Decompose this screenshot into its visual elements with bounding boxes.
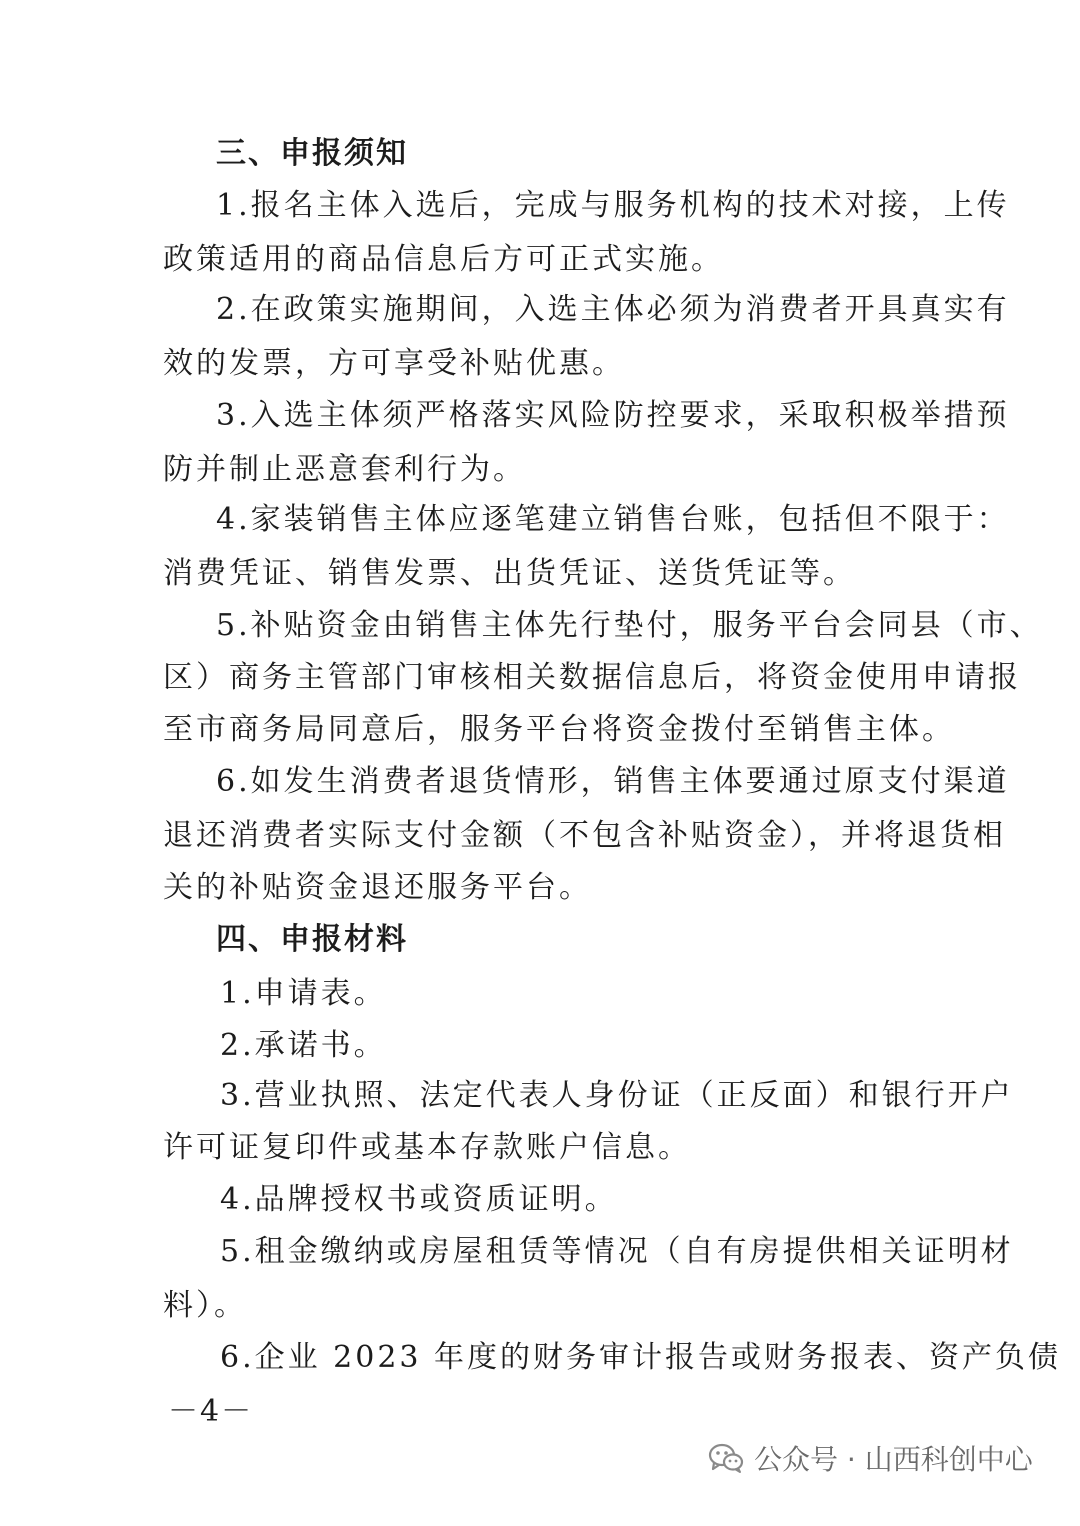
paragraph-line: 6.企业 2023 年度的财务审计报告或财务报表、资产负债: [220, 1340, 1062, 1375]
section-heading-3: 三、申报须知: [216, 136, 408, 171]
paragraph-line: 2.承诺书。: [220, 1028, 387, 1063]
paragraph-line: 防并制止恶意套利行为。: [163, 452, 526, 487]
paragraph-line: 2.在政策实施期间，入选主体必须为消费者开具真实有: [216, 292, 1010, 327]
paragraph-line: 料）。: [163, 1288, 247, 1323]
paragraph-line: 退还消费者实际支付金额（不包含补贴资金），并将退货相: [163, 818, 1006, 853]
paragraph-line: 关的补贴资金退还服务平台。: [163, 870, 592, 905]
paragraph-line: 许可证复印件或基本存款账户信息。: [163, 1130, 691, 1165]
page-number: －4－: [168, 1394, 254, 1429]
paragraph-line: 3.入选主体须严格落实风险防控要求，采取积极举措预: [216, 398, 1010, 433]
section-heading-4: 四、申报材料: [216, 922, 408, 957]
paragraph-line: 消费凭证、销售发票、出货凭证、送货凭证等。: [163, 556, 856, 591]
wechat-icon: [708, 1442, 744, 1474]
paragraph-line: 3.营业执照、法定代表人身份证（正反面）和银行开户: [220, 1078, 1014, 1113]
paragraph-line: 4.品牌授权书或资质证明。: [220, 1182, 618, 1217]
paragraph-line: 5.补贴资金由销售主体先行垫付，服务平台会同县（市、: [216, 608, 1043, 643]
watermark: [708, 1436, 1033, 1480]
paragraph-line: 1.报名主体入选后，完成与服务机构的技术对接，上传: [216, 188, 1010, 223]
paragraph-line: 1.申请表。: [220, 976, 387, 1011]
paragraph-line: 4.家装销售主体应逐笔建立销售台账，包括但不限于：: [216, 502, 1010, 537]
paragraph-line: 至市商务局同意后，服务平台将资金拨付至销售主体。: [163, 712, 955, 747]
watermark-text: 公众号 · 山西科创中心: [754, 1443, 1033, 1476]
paragraph-line: 效的发票，方可享受补贴优惠。: [163, 346, 625, 381]
paragraph-line: 政策适用的商品信息后方可正式实施。: [163, 242, 724, 277]
paragraph-line: 区）商务主管部门审核相关数据信息后，将资金使用申请报: [163, 660, 1021, 695]
paragraph-line: 5.租金缴纳或房屋租赁等情况（自有房提供相关证明材: [220, 1234, 1014, 1269]
paragraph-line: 6.如发生消费者退货情形，销售主体要通过原支付渠道: [216, 764, 1010, 799]
